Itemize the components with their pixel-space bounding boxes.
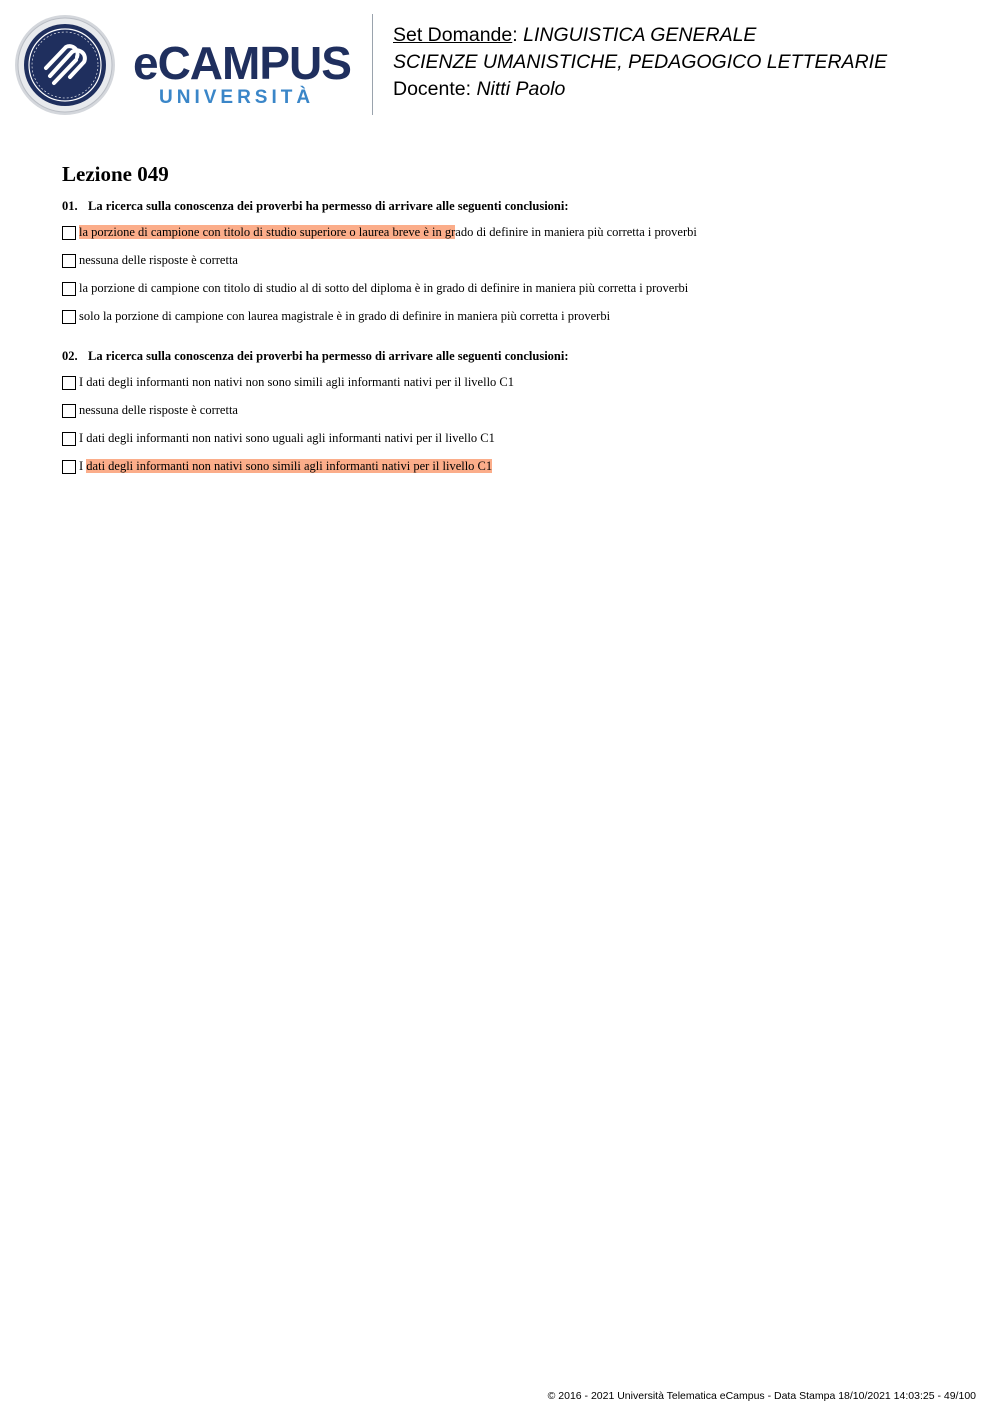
answer-checkbox[interactable]	[62, 226, 76, 240]
header-divider	[372, 14, 373, 115]
answer-checkbox[interactable]	[62, 254, 76, 268]
answer-option	[62, 251, 962, 270]
answer-option	[62, 457, 962, 476]
answer-option	[62, 401, 962, 420]
answer-text-lead: I	[79, 459, 87, 473]
set-label: Set Domande	[393, 24, 513, 46]
answer-checkbox[interactable]	[62, 282, 76, 296]
answer-option	[62, 373, 962, 392]
answer-checkbox[interactable]	[62, 460, 76, 474]
highlighted-text: la porzione di campione con titolo di studio superiore o laurea breve è in gr	[79, 225, 456, 239]
answer-text: la porzione di campione con titolo di studio al di sotto del diploma è in grado di definire in maniera più corretta i proverbi	[79, 281, 689, 295]
question-text	[62, 198, 962, 214]
ecampus-seal-logo	[14, 14, 116, 116]
answer-text: nessuna delle risposte è corretta	[79, 253, 238, 267]
answer-text: I dati degli informanti non nativi sono uguali agli informanti nativi per il livello C1	[79, 431, 495, 445]
answer-option	[62, 223, 962, 242]
set-line	[393, 22, 993, 49]
answer-option	[62, 279, 962, 298]
answer-text: I dati degli informanti non nativi non sono simili agli informanti nativi per il livello C1	[79, 375, 515, 389]
lesson-title: Lezione 049	[62, 162, 169, 186]
answer-checkbox[interactable]	[62, 404, 76, 418]
faculty: SCIENZE UMANISTICHE, PEDAGOGICO LETTERARIE	[393, 51, 888, 73]
teacher-line	[393, 76, 993, 103]
question-body: La ricerca sulla conoscenza dei proverbi ha permesso di arrivare alle seguenti conclusioni:	[88, 349, 569, 363]
answer-text: nessuna delle risposte è corretta	[79, 403, 238, 417]
page-header	[0, 0, 1000, 130]
answer-text: solo la porzione di campione con laurea magistrale è in grado di definire in maniera più corretta i proverbi	[79, 309, 611, 323]
highlighted-text: dati degli informanti non nativi sono simili agli informanti nativi per il livello C1	[86, 459, 493, 473]
question-body: La ricerca sulla conoscenza dei proverbi ha permesso di arrivare alle seguenti conclusioni:	[88, 199, 569, 213]
logo-brand: eCAMPUS	[133, 37, 351, 89]
question-text	[62, 348, 962, 364]
answer-text-rest: ado di definire in maniera più corretta i proverbi	[455, 225, 697, 239]
answer-option	[62, 429, 962, 448]
logo-subtitle: UNIVERSITÀ	[159, 87, 315, 108]
set-separator: :	[512, 24, 524, 46]
answer-checkbox[interactable]	[62, 432, 76, 446]
header-info	[393, 22, 993, 103]
ecampus-wordmark	[133, 37, 358, 112]
answer-text	[79, 223, 697, 242]
teacher-name: Nitti Paolo	[476, 78, 566, 100]
page-footer: © 2016 - 2021 Università Telematica eCampus - Data Stampa 18/10/2021 14:03:25 - 49/100	[547, 1390, 976, 1402]
answer-checkbox[interactable]	[62, 310, 76, 324]
answer-text	[79, 457, 492, 476]
quiz-content	[62, 160, 962, 485]
subject: LINGUISTICA GENERALE	[523, 24, 757, 46]
question-02	[62, 348, 962, 476]
answer-checkbox[interactable]	[62, 376, 76, 390]
answer-option	[62, 307, 962, 326]
question-number: 01.	[62, 199, 78, 213]
question-01	[62, 198, 962, 326]
question-number: 02.	[62, 349, 78, 363]
teacher-label: Docente:	[393, 78, 477, 100]
